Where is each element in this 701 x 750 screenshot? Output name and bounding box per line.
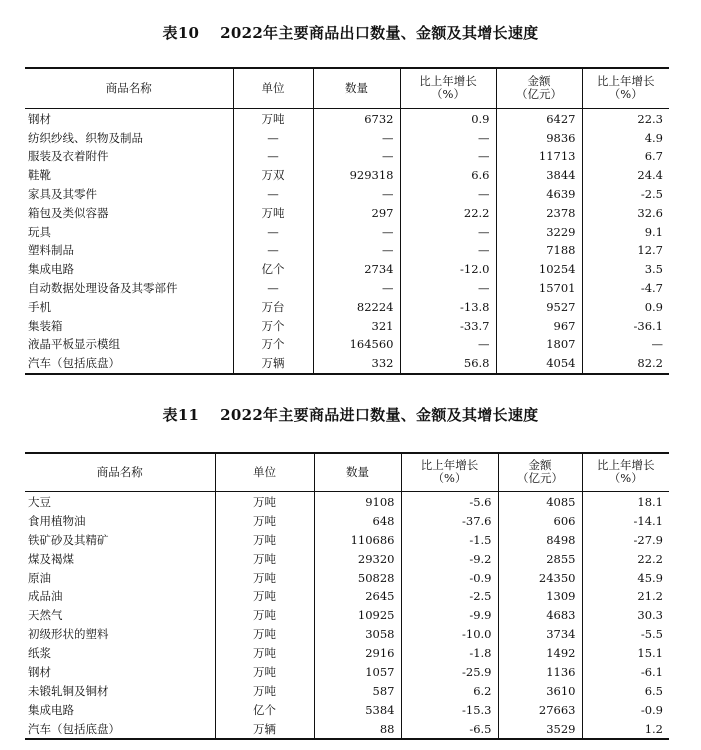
cell-amount-growth: -6.1: [582, 663, 669, 682]
table-row: [25, 700, 669, 719]
table-row: [25, 663, 669, 682]
table-row: [25, 530, 669, 549]
cell-amount: 8498: [498, 530, 582, 549]
cell-amount: 4683: [498, 606, 582, 625]
cell-quantity: 9108: [314, 491, 401, 511]
header-amount-growth: 比上年增长 （%）: [582, 453, 669, 491]
cell-amount-growth: -2.5: [582, 185, 669, 204]
import-table: [25, 452, 669, 740]
table-row: [25, 587, 669, 606]
table-row: [25, 625, 669, 644]
cell-quantity-growth: —: [400, 222, 496, 241]
cell-quantity: 50828: [314, 568, 401, 587]
cell-amount: 1136: [498, 663, 582, 682]
cell-name: 天然气: [28, 608, 63, 623]
table-row: [25, 511, 669, 530]
cell-amount-growth: 21.2: [582, 587, 669, 606]
cell-unit: 万吨: [215, 625, 314, 644]
table11-title: 表11 2022年主要商品进口数量、金额及其增长速度: [162, 406, 539, 424]
cell-name: 玩具: [28, 224, 51, 239]
cell-quantity: 929318: [313, 166, 400, 185]
cell-name: 鞋靴: [28, 168, 51, 183]
cell-name: 服装及衣着附件: [28, 149, 109, 164]
cell-unit: —: [233, 222, 313, 241]
cell-unit: 万吨: [215, 530, 314, 549]
cell-amount-growth: 3.5: [582, 260, 669, 279]
cell-quantity-growth: 56.8: [400, 354, 496, 374]
table-row: [25, 203, 669, 222]
cell-amount-growth: 24.4: [582, 166, 669, 185]
cell-amount: 15701: [496, 279, 582, 298]
cell-name: 集成电路: [28, 262, 74, 277]
header-name: 商品名称: [25, 68, 233, 108]
cell-quantity-growth: -1.5: [401, 530, 498, 549]
cell-quantity-growth: -15.3: [401, 700, 498, 719]
cell-amount-growth: -36.1: [582, 316, 669, 335]
cell-quantity-growth: -1.8: [401, 644, 498, 663]
cell-name: 纸浆: [28, 646, 51, 661]
cell-unit: 万吨: [215, 491, 314, 511]
cell-name: 钢材: [28, 664, 51, 679]
cell-quantity: 6732: [313, 108, 400, 128]
cell-amount-growth: 32.6: [582, 203, 669, 222]
cell-name: 食用植物油: [28, 513, 86, 528]
cell-amount-growth: 22.2: [582, 549, 669, 568]
cell-quantity: 3058: [314, 625, 401, 644]
cell-unit: 万吨: [215, 606, 314, 625]
table-row: [25, 185, 669, 204]
cell-amount-growth: 1.2: [582, 719, 669, 739]
cell-name: 钢材: [28, 111, 51, 126]
cell-amount-growth: -4.7: [582, 279, 669, 298]
cell-quantity-growth: —: [400, 128, 496, 147]
cell-amount: 3610: [498, 681, 582, 700]
cell-quantity: 297: [313, 203, 400, 222]
cell-quantity: 1057: [314, 663, 401, 682]
cell-unit: —: [233, 279, 313, 298]
cell-amount: 967: [496, 316, 582, 335]
cell-quantity: 332: [313, 354, 400, 374]
table-row: [25, 354, 669, 374]
cell-amount-growth: —: [582, 335, 669, 354]
cell-quantity: 587: [314, 681, 401, 700]
cell-unit: 万吨: [215, 663, 314, 682]
cell-quantity: 321: [313, 316, 400, 335]
cell-amount: 10254: [496, 260, 582, 279]
export-table: [25, 67, 669, 375]
cell-quantity: 29320: [314, 549, 401, 568]
cell-amount: 4639: [496, 185, 582, 204]
cell-amount: 4054: [496, 354, 582, 374]
header-quantity: 数量: [313, 68, 400, 108]
cell-unit: 万双: [233, 166, 313, 185]
header-name: 商品名称: [25, 453, 215, 491]
table10-title: 表10 2022年主要商品出口数量、金额及其增长速度: [162, 24, 539, 42]
cell-quantity-growth: -9.2: [401, 549, 498, 568]
cell-unit: —: [233, 128, 313, 147]
cell-unit: 万吨: [215, 511, 314, 530]
cell-quantity-growth: -12.0: [400, 260, 496, 279]
table-row: [25, 108, 669, 128]
header-amount-growth: 比上年增长 （%）: [582, 68, 669, 108]
cell-amount-growth: 0.9: [582, 297, 669, 316]
table-row: [25, 491, 669, 511]
table-row: [25, 681, 669, 700]
cell-amount-growth: 12.7: [582, 241, 669, 260]
cell-quantity: 5384: [314, 700, 401, 719]
cell-quantity: —: [313, 147, 400, 166]
cell-amount: 7188: [496, 241, 582, 260]
table-row: [25, 335, 669, 354]
cell-amount-growth: 6.7: [582, 147, 669, 166]
cell-unit: 万吨: [233, 203, 313, 222]
table-row: [25, 606, 669, 625]
cell-amount: 3229: [496, 222, 582, 241]
cell-quantity-growth: -5.6: [401, 491, 498, 511]
cell-name: 家具及其零件: [28, 187, 97, 202]
cell-quantity: 10925: [314, 606, 401, 625]
cell-name: 箱包及类似容器: [28, 205, 109, 220]
cell-quantity-growth: -33.7: [400, 316, 496, 335]
cell-name: 原油: [28, 570, 51, 585]
header-unit: 单位: [215, 453, 314, 491]
cell-name: 液晶平板显示模组: [28, 337, 120, 352]
cell-quantity-growth: -25.9: [401, 663, 498, 682]
cell-quantity: 88: [314, 719, 401, 739]
cell-amount-growth: 82.2: [582, 354, 669, 374]
cell-unit: 亿个: [233, 260, 313, 279]
cell-quantity: 2916: [314, 644, 401, 663]
cell-unit: 万吨: [215, 549, 314, 568]
cell-quantity: —: [313, 279, 400, 298]
cell-amount: 3844: [496, 166, 582, 185]
cell-name: 铁矿砂及其精矿: [28, 532, 109, 547]
header-amount: 金额 （亿元）: [498, 453, 582, 491]
cell-amount-growth: -0.9: [582, 700, 669, 719]
cell-quantity-growth: -13.8: [400, 297, 496, 316]
cell-quantity: 82224: [313, 297, 400, 316]
table-row: [25, 568, 669, 587]
table-row: [25, 128, 669, 147]
cell-quantity-growth: —: [400, 335, 496, 354]
cell-unit: 万个: [233, 316, 313, 335]
header-row: [25, 68, 669, 108]
cell-amount-growth: -5.5: [582, 625, 669, 644]
cell-amount-growth: 6.5: [582, 681, 669, 700]
cell-name: 自动数据处理设备及其零部件: [28, 281, 178, 296]
cell-amount: 11713: [496, 147, 582, 166]
cell-unit: 万吨: [233, 108, 313, 128]
cell-quantity-growth: —: [400, 147, 496, 166]
cell-amount: 3734: [498, 625, 582, 644]
table-row: [25, 316, 669, 335]
cell-unit: —: [233, 147, 313, 166]
header-row: [25, 453, 669, 491]
cell-quantity-growth: 6.6: [400, 166, 496, 185]
cell-quantity-growth: -37.6: [401, 511, 498, 530]
cell-unit: 万个: [233, 335, 313, 354]
cell-amount: 1492: [498, 644, 582, 663]
cell-quantity: 648: [314, 511, 401, 530]
table-row: [25, 644, 669, 663]
cell-quantity: 110686: [314, 530, 401, 549]
cell-name: 纺织纱线、织物及制品: [28, 130, 143, 145]
table-row: [25, 549, 669, 568]
cell-name: 大豆: [28, 494, 51, 509]
cell-name: 塑料制品: [28, 243, 74, 258]
cell-name: 煤及褐煤: [28, 551, 74, 566]
cell-quantity: 2734: [313, 260, 400, 279]
cell-name: 集成电路: [28, 702, 74, 717]
cell-amount-growth: -14.1: [582, 511, 669, 530]
cell-amount: 9527: [496, 297, 582, 316]
cell-amount: 9836: [496, 128, 582, 147]
cell-unit: 万辆: [233, 354, 313, 374]
cell-quantity-growth: 22.2: [400, 203, 496, 222]
cell-amount-growth: 9.1: [582, 222, 669, 241]
cell-amount: 1807: [496, 335, 582, 354]
cell-quantity-growth: -6.5: [401, 719, 498, 739]
cell-quantity: —: [313, 185, 400, 204]
table-row: [25, 297, 669, 316]
cell-name: 汽车（包括底盘）: [25, 354, 233, 374]
cell-name: 集装箱: [28, 318, 63, 333]
cell-amount: 606: [498, 511, 582, 530]
cell-amount: 1309: [498, 587, 582, 606]
cell-quantity-growth: -0.9: [401, 568, 498, 587]
cell-amount-growth: 15.1: [582, 644, 669, 663]
cell-amount: 3529: [498, 719, 582, 739]
cell-unit: 万吨: [215, 587, 314, 606]
cell-quantity-growth: —: [400, 185, 496, 204]
cell-unit: 万吨: [215, 568, 314, 587]
cell-quantity-growth: 0.9: [400, 108, 496, 128]
cell-name: 初级形状的塑料: [28, 627, 109, 642]
table-row: [25, 279, 669, 298]
cell-quantity: 164560: [313, 335, 400, 354]
cell-amount: 2378: [496, 203, 582, 222]
cell-name: 手机: [28, 299, 51, 314]
cell-unit: 万辆: [215, 719, 314, 739]
cell-unit: 万台: [233, 297, 313, 316]
cell-amount: 24350: [498, 568, 582, 587]
cell-quantity: —: [313, 241, 400, 260]
cell-quantity-growth: -2.5: [401, 587, 498, 606]
cell-amount-growth: 22.3: [582, 108, 669, 128]
cell-amount-growth: 4.9: [582, 128, 669, 147]
cell-quantity-growth: -9.9: [401, 606, 498, 625]
cell-unit: —: [233, 185, 313, 204]
header-amount: 金额 （亿元）: [496, 68, 582, 108]
cell-unit: 万吨: [215, 644, 314, 663]
cell-quantity: —: [313, 128, 400, 147]
cell-unit: —: [233, 241, 313, 260]
header-quantity-growth: 比上年增长 （%）: [400, 68, 496, 108]
cell-amount: 2855: [498, 549, 582, 568]
header-unit: 单位: [233, 68, 313, 108]
cell-unit: 万吨: [215, 681, 314, 700]
table-row: [25, 260, 669, 279]
cell-amount-growth: -27.9: [582, 530, 669, 549]
cell-amount-growth: 18.1: [582, 491, 669, 511]
table-row: [25, 241, 669, 260]
header-quantity: 数量: [314, 453, 401, 491]
table-row: [25, 719, 669, 739]
cell-amount-growth: 30.3: [582, 606, 669, 625]
cell-name: 成品油: [28, 589, 63, 604]
cell-quantity-growth: 6.2: [401, 681, 498, 700]
table-row: [25, 222, 669, 241]
table-row: [25, 166, 669, 185]
header-quantity-growth: 比上年增长 （%）: [401, 453, 498, 491]
cell-quantity: 2645: [314, 587, 401, 606]
cell-quantity-growth: -10.0: [401, 625, 498, 644]
cell-name: 汽车（包括底盘）: [25, 719, 215, 739]
cell-quantity-growth: —: [400, 279, 496, 298]
cell-amount: 6427: [496, 108, 582, 128]
table-row: [25, 147, 669, 166]
cell-name: 未锻轧铜及铜材: [28, 683, 109, 698]
cell-amount: 27663: [498, 700, 582, 719]
cell-amount-growth: 45.9: [582, 568, 669, 587]
cell-quantity: —: [313, 222, 400, 241]
cell-quantity-growth: —: [400, 241, 496, 260]
cell-unit: 亿个: [215, 700, 314, 719]
cell-amount: 4085: [498, 491, 582, 511]
